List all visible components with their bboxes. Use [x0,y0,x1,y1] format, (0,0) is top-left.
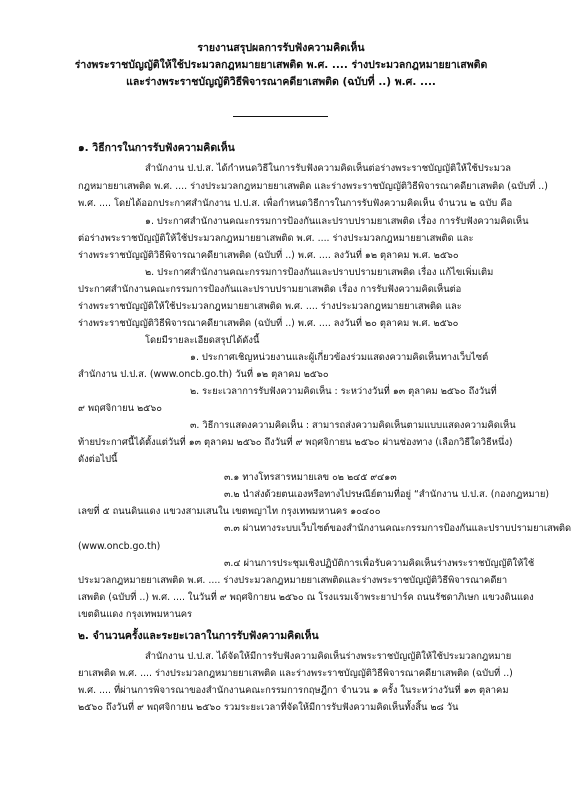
section-1-line: (www.oncb.go.th) [78,541,161,552]
section-1-line: ๓.๔ ผ่านการประชุมเชิงปฏิบัติการเพื่อรับความคิดเห็นร่างพระราชบัญญัติให้ใช้ [224,558,535,569]
section-1-line: โดยมีรายละเอียดสรุปได้ดังนี้ [145,335,260,346]
section-1-line: ๑. ประกาศเชิญหน่วยงานและผู้เกี่ยวข้องร่วมแสดงความคิดเห็นทางเว็บไซต์ [190,352,489,363]
section-1-line: ๙ พฤศจิกายน ๒๕๖๐ [78,403,162,414]
section-1-line: ๒. ประกาศสำนักงานคณะกรรมการป้องกันและปราบปรามยาเสพติด เรื่อง แก้ไขเพิ่มเติม [145,267,494,278]
section-1-line: ๑. ประกาศสำนักงานคณะกรรมการป้องกันและปราบปรามยาเสพติด เรื่อง การรับฟังความคิดเห็น [145,216,529,227]
section-1-line: ประกาศสำนักงานคณะกรรมการป้องกันและปราบปรามยาเสพติด เรื่อง การรับฟังความคิดเห็นต่อ [78,284,462,295]
section-1-line: สำนักงาน ป.ป.ส. ได้กำหนดวิธีในการรับฟังความคิดเห็นต่อร่างพระราชบัญญัติให้ใช้ประมวล [145,163,511,174]
section-1-line: เสพติด (ฉบับที่ ..) พ.ศ. .... ในวันที่ ๙ พฤศจิกายน ๒๕๖๐ ณ โรงแรมเจ้าพระยาปาร์ค ถนนรัชดาภิเษก แขวงดินแดง [78,592,534,603]
document-title-line-2: ร่างพระราชบัญญัติให้ใช้ประมวลกฎหมายยาเสพติด พ.ศ. .... ร่างประมวลกฎหมายยาเสพติด [74,59,488,71]
section-1-line: ร่างพระราชบัญญัติให้ใช้ประมวลกฎหมายยาเสพติด พ.ศ. .... ร่างประมวลกฎหมายยาเสพติด และ [78,301,462,312]
section-2-line: พ.ศ. .... ที่ผ่านการพิจารณาของสำนักงานคณะกรรมการกฤษฎีกา จำนวน ๑ ครั้ง ในระหว่างวันที่ ๑๓ ตุลาคม [78,685,509,696]
section-1-line: ๓.๑ ทางโทรสารหมายเลข ๐๒ ๒๔๕ ๙๔๑๓ [224,472,397,483]
section-1-line: ร่างพระราชบัญญัติวิธีพิจารณาคดียาเสพติด (ฉบับที่ ..) พ.ศ. .... ลงวันที่ ๒๐ ตุลาคม พ.ศ. ๒๕๖๐ [78,318,459,329]
section-2-line: ๒๕๖๐ ถึงวันที่ ๙ พฤศจิกายน ๒๕๖๐ รวมระยะเวลาที่จัดให้มีการรับฟังความคิดเห็นทั้งสิ้น ๒๘ วัน [78,702,459,713]
section-1-line: เลขที่ ๕ ถนนดินแดง แขวงสามเสนใน เขตพญาไท กรุงเทพมหานคร ๑๐๔๐๐ [78,506,381,517]
title-underline-divider [233,116,328,117]
section-1-line: กฎหมายยาเสพติด พ.ศ. .... ร่างประมวลกฎหมายยาเสพติด และร่างพระราชบัญญัติวิธีพิจารณาคดียาเสพติด (ฉบับที่ ..) [78,181,548,192]
section-1-line: เขตดินแดง กรุงเทพมหานคร [78,609,193,620]
document-title-line-3: และร่างพระราชบัญญัติวิธีพิจารณาคดียาเสพติด (ฉบับที่ ..) พ.ศ. .... [126,76,436,88]
section-1-line: ๓.๒ นำส่งด้วยตนเองหรือทางไปรษณีย์ตามที่อยู่ “สำนักงาน ป.ป.ส. (กองกฎหมาย) [224,489,550,500]
section-1-line: ร่างพระราชบัญญัติวิธีพิจารณาคดียาเสพติด (ฉบับที่ ..) พ.ศ. .... ลงวันที่ ๑๒ ตุลาคม พ.ศ. ๒๕๖๐ [78,250,459,261]
section-1-line: สำนักงาน ป.ป.ส. (www.oncb.go.th) วันที่ ๑๒ ตุลาคม ๒๕๖๐ [78,369,329,380]
document-title-line-1: รายงานสรุปผลการรับฟังความคิดเห็น [197,42,365,54]
section-2-line: ยาเสพติด พ.ศ. .... ร่างประมวลกฎหมายยาเสพติด และร่างพระราชบัญญัติวิธีพิจารณาคดียาเสพติด (ฉบับที่ ..) [78,668,513,679]
section-1-line: ท้ายประกาศนี้ได้ตั้งแต่วันที่ ๑๓ ตุลาคม ๒๕๖๐ ถึงวันที่ ๙ พฤศจิกายน ๒๕๖๐ ผ่านช่องทาง (เลือกวิธีใดวิธีหนึ่ง) [78,437,513,448]
section-1-line: ดังต่อไปนี้ [78,454,118,465]
section-1-line: ๒. ระยะเวลาการรับฟังความคิดเห็น : ระหว่างวันที่ ๑๓ ตุลาคม ๒๕๖๐ ถึงวันที่ [190,386,497,397]
section-1-line: ๓.๓ ผ่านทางระบบเว็บไซต์ของสำนักงานคณะกรรมการป้องกันและปราบปรามยาเสพติด [224,523,571,534]
section-1-line: พ.ศ. .... โดยได้ออกประกาศสำนักงาน ป.ป.ส. เพื่อกำหนดวิธีการในการรับฟังความคิดเห็น จำนวน ๒ ฉบับ คือ [78,198,513,209]
section-1-line: ประมวลกฎหมายยาเสพติด พ.ศ. .... ร่างประมวลกฎหมายยาเสพติดและร่างพระราชบัญญัติวิธีพิจารณาคดียา [78,575,508,586]
section-1-line: ๓. วิธีการแสดงความคิดเห็น : สามารถส่งความคิดเห็นตามแบบแสดงความคิดเห็น [190,420,516,431]
section-2-line: สำนักงาน ป.ป.ส. ได้จัดให้มีการรับฟังความคิดเห็นร่างพระราชบัญญัติให้ใช้ประมวลกฎหมาย [145,651,512,662]
section-1-line: ต่อร่างพระราชบัญญัติให้ใช้ประมวลกฎหมายยาเสพติด พ.ศ. .... ร่างประมวลกฎหมายยาเสพติด และ [78,233,474,244]
section-2-heading: ๒. จำนวนครั้งและระยะเวลาในการรับฟังความคิดเห็น [78,630,319,642]
section-1-heading: ๑. วิธีการในการรับฟังความคิดเห็น [78,142,235,154]
